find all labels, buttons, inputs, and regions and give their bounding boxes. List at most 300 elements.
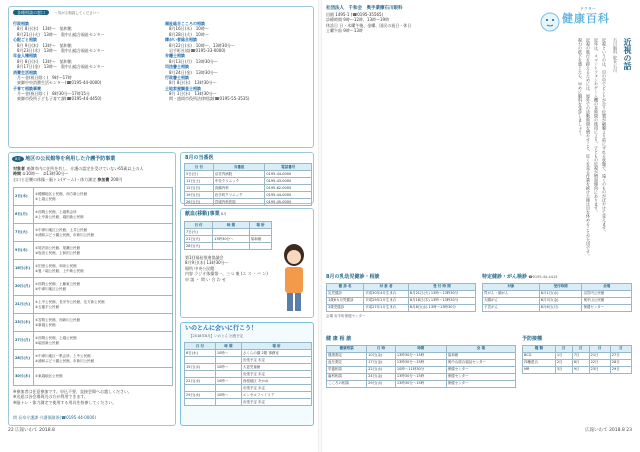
consult-line: 月～金(祝日除く) 8時30分～17時15分 [17, 91, 90, 97]
table-cell: 保健センター [446, 373, 515, 380]
table-cell: 8月21日(火) 13時～13時30分 [408, 290, 475, 297]
table-row [185, 364, 312, 371]
table-cell: 大腸がん [483, 297, 540, 304]
left-footer [8, 428, 55, 434]
table-cell: 24日(金) [367, 373, 396, 380]
table-header-cell: 場 所 [249, 222, 271, 229]
table-cell [185, 385, 216, 392]
table-cell: 宮城内科医院 [213, 199, 265, 206]
logo-brand: ドクター [580, 6, 596, 11]
left-page [8, 6, 314, 438]
row-date: 6日(月) [14, 206, 34, 224]
table-cell: 出張予定 未定 [241, 371, 311, 378]
table-cell: 血圧測定 [327, 359, 367, 366]
fee-text: 200円 [110, 176, 123, 182]
table-cell: 27日 [610, 352, 631, 359]
place-line-1: ①中津川地区公民館、土井公民館 [35, 227, 88, 232]
table-header-cell: 健 診 名 [327, 283, 364, 290]
care-prevention-header [12, 156, 115, 163]
table-cell: 沼宮内公民館 [582, 290, 632, 297]
place-line-2: ②浦和ぶどう園公民館、市新川公民館 [35, 358, 95, 363]
consult-line: 8月24日(金) 13時30分～ [169, 69, 218, 75]
health-logo [540, 6, 632, 40]
consult-line: 8月 1日(水) 13時30分～ [169, 91, 217, 97]
table-row [185, 171, 312, 178]
fee-label: 参加費 [97, 176, 110, 182]
health-consultation-title: 健 康 相 談 [326, 336, 352, 342]
article-paragraph: 視力の低下を感じたら、早めに眼科を受診しましょう。 [578, 38, 583, 138]
place-line-1: ①西岡公民館、上堀集会所 [35, 209, 77, 214]
table-header-cell: 対象 [483, 283, 540, 290]
table-cell: 乳児健診 [327, 290, 364, 297]
table-cell: 0195-43-0000 [265, 178, 312, 185]
table-header-cell: 会場 [582, 283, 632, 290]
table-header-cell: 日 付 [185, 164, 214, 171]
care-prevention-info [13, 166, 173, 182]
table-cell: 保健センター [446, 366, 515, 373]
table-row [185, 236, 272, 243]
table-cell: 29日(水) [185, 392, 216, 399]
table-row [14, 296, 173, 314]
table-cell: 23日 [589, 366, 610, 373]
calendar-note: 第1回福祉推進協議会 [185, 255, 224, 260]
care-prevention-title: 地区の公民館等を利用した介護予防事業 [25, 156, 116, 162]
table-cell: 10時～ [215, 392, 241, 399]
time-text: ①10時～ ②13時30分～ [22, 171, 69, 177]
consult-group-head: 福祉総合こころの相談 [165, 21, 205, 26]
duty-doctor-box [180, 152, 314, 204]
consult-line: 8月 8日(水) 13時～ 協和館 [17, 58, 72, 64]
table-row [14, 224, 173, 242]
table-row [14, 332, 173, 350]
note-line: ※参加者は任意参加です。申込不要、直接会場へお越しください。 [13, 389, 133, 394]
table-row [185, 192, 312, 199]
consult-group-head: 子育て相談事業 [13, 85, 41, 91]
row-date: 23日(木) [14, 314, 34, 332]
table-row [14, 260, 173, 278]
mascot-outreach-table [184, 342, 312, 406]
row-date: 7日(火) [14, 224, 34, 242]
time-label: 時間 [13, 171, 21, 177]
consult-line: 8月23日(木) 13時～ 奥中山総合福祉センター [17, 47, 105, 53]
table-cell: BCG [523, 352, 556, 359]
clinic-info-line: 土曜午前 9時～13時 [326, 28, 363, 34]
blood-donation-notes [185, 255, 275, 282]
table-row [185, 229, 272, 236]
table-header-cell: 種 類 [523, 345, 556, 352]
table-cell: 15日(水) [185, 364, 216, 371]
table-cell: 0195-44-0000 [265, 192, 312, 199]
table-cell: 5日(日) [185, 171, 214, 178]
row-places [34, 224, 173, 242]
table-cell: 栄養相談 [327, 366, 367, 373]
table-cell: 8月16日(木) 13時～13時30分 [408, 297, 475, 304]
table-cell [213, 229, 250, 236]
note-line: ※送迎は各会場周辺の方が利用できます。 [13, 394, 89, 400]
table-cell: 13時30分～ [213, 236, 250, 243]
logo-title: 健康百科 [562, 12, 610, 25]
row-date: 21日(火) [14, 296, 34, 314]
calendar-note: 申 請 ・ 問 い 合 わ せ [185, 276, 226, 282]
note-line: ※脳トレ・体力測定で使用する用具を持参してください。 [13, 399, 117, 405]
table-row [185, 350, 312, 357]
table-row [327, 359, 516, 366]
place-line-2: ②塩田公民館、上和田公民館 [35, 250, 81, 255]
table-header-cell: 日 付 [185, 343, 216, 350]
cancer-screening-title: 特定健診・がん検診 [482, 274, 528, 280]
table-cell: 9日 [572, 366, 589, 373]
left-issue: 広報いわて 2018.8 [15, 427, 55, 433]
table-header-cell: 時 間 [215, 343, 241, 350]
table-row [14, 350, 173, 368]
article-paragraph: 近視というのは、目の中でピントが合う位置が網膜より前にずれる状態で、遠くのものがぼやけて見えます。 [602, 38, 607, 234]
table-row [14, 368, 173, 386]
table-cell [215, 385, 241, 392]
place-line-2: ②五龍平公民館 [35, 304, 60, 309]
care-prevention-contact: 問 長寿介護課 介護保険係(☎0195-44-0000) [13, 415, 96, 420]
table-cell: 0195-45-0000 [265, 199, 312, 206]
table-cell: 高橋内科 [213, 185, 265, 192]
table-header-cell: 日 [555, 345, 572, 352]
table-cell [213, 243, 250, 250]
table-cell: 西根地区 あかね [241, 378, 311, 385]
table-cell: 26日(日) [185, 199, 214, 206]
table-row [327, 304, 476, 311]
right-issue: 広報いわて 2018.8 [585, 427, 625, 433]
table-cell: 出張予定 未定 [241, 399, 311, 406]
mascot-outreach-title: いのとんに会いに行こう！ [185, 325, 258, 332]
table-cell: 28日 [610, 359, 631, 366]
consultation-subtitle: ～気がる相談してください～ [54, 11, 100, 15]
consult-line: 東御市役所子ども子育て課(☎0195-44-4450) [17, 96, 102, 102]
consult-group-head: 司法書士相談 [165, 64, 189, 70]
health-consultation-section [326, 336, 516, 428]
table-row [185, 399, 312, 406]
vaccination-table [522, 345, 632, 374]
blood-donation-table [184, 221, 272, 250]
place-line-2: ②夏ノ堀公民館、上中新公民館 [35, 268, 84, 273]
table-row [185, 357, 312, 364]
table-cell: エンゼルファミリア [241, 392, 311, 399]
table-row [327, 290, 476, 297]
row-date: 2日(木) [14, 188, 34, 206]
table-cell: 8月1日(水) [539, 290, 582, 297]
consultation-column-left [13, 21, 161, 102]
consult-line: 8月 9日(木) 13時～ 協和館 [17, 42, 72, 48]
row-places [34, 332, 173, 350]
table-row [185, 378, 312, 385]
cancer-screening-phone: ☎0195-44-4415 [528, 275, 558, 279]
place-line-2: ②中津川地区公民館 [35, 286, 67, 291]
table-cell: 8日(水) [185, 350, 216, 357]
place-line-2: ②上中新公民館、堀田新公民館 [35, 214, 84, 219]
row-date: 20日(月) [14, 278, 34, 296]
row-date: 28日(火) [14, 350, 34, 368]
table-cell: 保健センター [582, 304, 632, 311]
vaccination-title: 予防接種 [522, 336, 543, 342]
row-places [34, 242, 173, 260]
place-line-2: ②堀田新公民館 [35, 340, 60, 345]
clinic-info-line: 田園 1495-1 (☎0195-35565) [326, 12, 384, 18]
infant-checkup-section [326, 274, 476, 334]
row-places [34, 314, 173, 332]
health-consultation-table [326, 345, 516, 388]
table-cell: 平成30年4月生まれ [364, 290, 409, 297]
consult-line: 8月13日(月) 13時30分～ [169, 58, 218, 64]
table-cell: 28日(火) [185, 243, 213, 250]
table-cell: 10時～ [215, 364, 241, 371]
table-row [14, 278, 173, 296]
consultation-title: 各種相談の窓口 [13, 10, 49, 15]
table-row [523, 366, 632, 373]
row-places [34, 350, 173, 368]
table-row [327, 352, 516, 359]
target-text: 東御市内に住所を有し、介護の認定を受けていない65歳以上の人 [26, 166, 144, 171]
consult-group-head: 弁護士相談 [165, 53, 185, 59]
table-cell: 出張予定 未定 [241, 357, 311, 364]
duty-doctor-title: 8月の当番医 [185, 155, 214, 161]
table-cell: 29日(水) [367, 380, 396, 387]
blood-donation-header [185, 211, 227, 218]
table-row [327, 297, 476, 304]
consult-group-head: 行政書士相談 [165, 74, 189, 80]
consult-group-head: 土地家屋調査士相談 [165, 85, 201, 91]
program-text: お口と足腰の体操・脳トレ(ゲーム)・体力測定 [13, 176, 97, 182]
consult-line: 岩手町社協(☎0195-33-0000) [169, 47, 226, 53]
table-cell: 1歳6カ月児健診 [327, 297, 364, 304]
consultation-header [13, 10, 100, 16]
table-cell: 7日 [572, 352, 589, 359]
article-author: 石川眼科 院長 石川 [613, 38, 618, 73]
consult-line: 8月 8日(水) 13時30分～ [169, 80, 217, 86]
table-row [185, 385, 312, 392]
table-cell [249, 243, 271, 250]
consult-line: 8月28日(火) 10時～ [169, 31, 209, 37]
target-label: 対象者 [13, 166, 25, 171]
table-row [14, 314, 173, 332]
infant-checkup-note: 会場 岩手町保健センター [326, 313, 366, 318]
table-cell: 7日(火) [185, 229, 213, 236]
table-header-cell: 時間 [395, 345, 446, 352]
table-header-cell: 電話番号 [265, 164, 312, 171]
calendar-note: 場所 中央公民館 [185, 265, 215, 271]
table-header-cell: 日 時 [367, 345, 396, 352]
table-cell: 沼宮内病院 [213, 171, 265, 178]
consult-line: 8月16日(木) 10時～ [169, 26, 209, 32]
table-cell: 8月3日(金) [539, 297, 582, 304]
row-places [34, 188, 173, 206]
place-line-1: ①上中公民館、長安寺公民館、北方新公民館 [35, 299, 105, 304]
calendar-note: 8月9日(木) 13時30分～ [185, 260, 229, 266]
table-header-cell: 日 [572, 345, 589, 352]
table-row [523, 359, 632, 366]
table-cell: 10時～ [215, 378, 241, 385]
clinic-info-line: 診療時間 9時～12時、13時～19時 [326, 17, 390, 23]
place-line-1: ①宮路公民館、西新川公民館 [35, 317, 81, 322]
table-cell [185, 357, 216, 364]
table-row [185, 392, 312, 399]
table-cell: 13時30分～15時 [395, 352, 446, 359]
table-cell: 2日 [555, 359, 572, 366]
cancer-screening-header [482, 274, 632, 281]
place-line-1: ①西岡公民館、上堀公民館 [35, 335, 77, 340]
table-cell: 奥中山総合福祉センター [446, 359, 515, 366]
table-row [14, 188, 173, 206]
consult-group-head: 行政相談 [13, 21, 29, 26]
table-cell: 10時～ [215, 350, 241, 357]
table-row [185, 178, 312, 185]
table-row [185, 371, 312, 378]
table-row [185, 199, 312, 206]
place-line-1: ①中津川地区一集会所、上中公民館 [35, 353, 91, 358]
table-cell: 13時30分～15時 [395, 373, 446, 380]
table-row [327, 380, 516, 387]
cancer-screening-section [482, 274, 632, 334]
table-cell: 子宮がん [483, 304, 540, 311]
place-line-2: ②浦和ぶどう園公民館、市新川公民館 [35, 232, 95, 237]
right-page [326, 6, 632, 438]
table-cell: 平成29年1月生まれ [364, 297, 409, 304]
row-places [34, 296, 173, 314]
place-line-2: ②新堀公民館 [35, 322, 56, 327]
gutter [318, 0, 322, 452]
table-cell: 10日(金) [367, 352, 396, 359]
table-cell: 四種混合 [523, 359, 556, 366]
table-header-cell: 健康相談 [327, 345, 367, 352]
table-cell: 大更児童館 [241, 364, 311, 371]
month-badge: 8月 [12, 156, 24, 162]
table-header-cell: 受付時間 [539, 283, 582, 290]
right-footer [585, 428, 632, 434]
table-row [327, 373, 516, 380]
health-article [330, 38, 632, 276]
consult-line: 東御中央消費生活センター(☎0195-44-0000) [17, 80, 102, 86]
consult-line: 月～金(祝日除く) 9時～17時 [17, 74, 72, 80]
place-line-2: ②上堀公民館 [35, 196, 56, 201]
table-cell: 21日(火) [185, 236, 213, 243]
table-row [523, 352, 632, 359]
table-cell: 29日 [610, 366, 631, 373]
consult-line: 8月17日(金) 13時～ 奥中山総合福祉センター [17, 64, 105, 70]
table-cell: 歯科相談 [327, 373, 367, 380]
consult-line: 8月 8日(水) 13時～ 協和館 [17, 26, 72, 32]
table-cell: 健康測定 [327, 352, 367, 359]
row-date: 16日(木) [14, 260, 34, 278]
article-title: 近視の話 [623, 38, 632, 70]
table-cell: 13時30分～15時 [395, 359, 446, 366]
row-places [34, 278, 173, 296]
left-page-number: 22 [8, 427, 14, 433]
cancer-screening-table [482, 283, 632, 312]
article-paragraph: 近年は、スマートフォンやゲーム機の長時間の使用により、子どもの近視が増加傾向にあります。 [594, 38, 599, 214]
table-header-cell: 日 [589, 345, 610, 352]
table-header-cell: 当番医 [213, 164, 265, 171]
table-cell: 中央クリニック [213, 178, 265, 185]
table-cell: 22日(水) [367, 366, 396, 373]
consult-line: 8月21日(火) 13時～ 奥中山総合福祉センター [17, 31, 105, 37]
consult-line: 問・盛岡市役所法律相談(☎0195-55-3535) [169, 96, 250, 102]
care-prevention-table [13, 187, 173, 386]
table-cell: MR [523, 366, 556, 373]
row-date: 27日(月) [14, 332, 34, 350]
mascot-outreach-subtitle: 【2018年8月】いのとん 出張予定 [189, 334, 244, 338]
clinic-info-title: 社団法人 千和会 奥手業療石川眼科 [326, 6, 403, 11]
article-paragraph: 近視の進行を抑えるためには、屋外での活動時間を増やすこと、近くを見る作業を続けた後は目を休めることが大切です。 [586, 38, 591, 258]
table-header-cell: 日 付 [185, 222, 213, 229]
infant-checkup-table [326, 283, 476, 312]
table-row [483, 290, 632, 297]
table-cell: 胃がん・肺がん [483, 290, 540, 297]
table-row [483, 297, 632, 304]
table-header-cell: 時 間 [213, 222, 250, 229]
table-cell: 0195-62-0000 [265, 185, 312, 192]
table-cell: 3日 [555, 366, 572, 373]
care-prevention-notes [13, 389, 173, 405]
row-date: 30日(木) [14, 368, 34, 386]
table-cell: 協和館 [249, 236, 271, 243]
table-row [185, 185, 312, 192]
table-row [14, 206, 173, 224]
table-cell: 8月6日(月) [539, 304, 582, 311]
table-cell: 11日(土) [185, 178, 214, 185]
consultation-column-right [165, 21, 311, 102]
blood-donation-box [180, 208, 314, 318]
table-header-cell: 日 [610, 345, 631, 352]
duty-doctor-table [184, 163, 312, 206]
table-cell: 22日 [589, 359, 610, 366]
table-header-cell: 対 象 者 [364, 283, 409, 290]
blood-donation-sub: 8月 [220, 212, 227, 216]
table-row [327, 366, 516, 373]
table-cell: 1日 [555, 352, 572, 359]
consult-group-head: 消費生活相談 [13, 69, 37, 75]
row-places [34, 368, 173, 386]
table-cell: 22日(水) [185, 378, 216, 385]
table-cell: 12日(日) [185, 185, 214, 192]
table-cell: 10時～11時30分 [395, 366, 446, 373]
consult-group-head: 年金人権相談 [13, 53, 37, 59]
consult-group-head: 障がい者総合相談 [165, 37, 197, 43]
consult-group-head: 心配ごと相談 [13, 37, 37, 43]
table-cell: 保健センター [446, 380, 515, 387]
table-cell: 21日 [589, 352, 610, 359]
clinic-info [326, 6, 496, 36]
place-line-1: ①尾沢前公民館、尾瀬公民館 [35, 245, 81, 250]
table-cell: 13時30分～15時 [395, 380, 446, 387]
table-header-cell: 受 付 時 間 [408, 283, 475, 290]
table-row [14, 242, 173, 260]
table-cell: 奥中山公民館 [582, 297, 632, 304]
table-cell: 出張予定 未定 [241, 385, 311, 392]
place-line-1: ①東堀地区公民館 [35, 374, 63, 379]
care-prevention-box [8, 152, 176, 426]
place-line-1: ①旧里公民館、和泉公民館 [35, 263, 77, 268]
clinic-info-line: 休診日 日・木曜午後、金曜、国民の祝日・休日 [326, 22, 412, 28]
row-places [34, 260, 173, 278]
table-cell [215, 399, 241, 406]
staff-illustration [277, 243, 311, 313]
table-cell: さくらの園 2階 事務室 [241, 350, 311, 357]
right-page-number: 23 [626, 427, 632, 433]
table-row [483, 304, 632, 311]
table-cell: 平成27年1月生まれ [364, 304, 409, 311]
table-cell: こころの相談 [327, 380, 367, 387]
infant-checkup-title: 8月の乳幼児健診・相談 [326, 274, 380, 280]
table-header-cell: 会 場 [446, 345, 515, 352]
row-places [34, 206, 173, 224]
table-cell [185, 371, 216, 378]
place-line-1: ①西岡公民館、上藤東公民館 [35, 281, 81, 286]
